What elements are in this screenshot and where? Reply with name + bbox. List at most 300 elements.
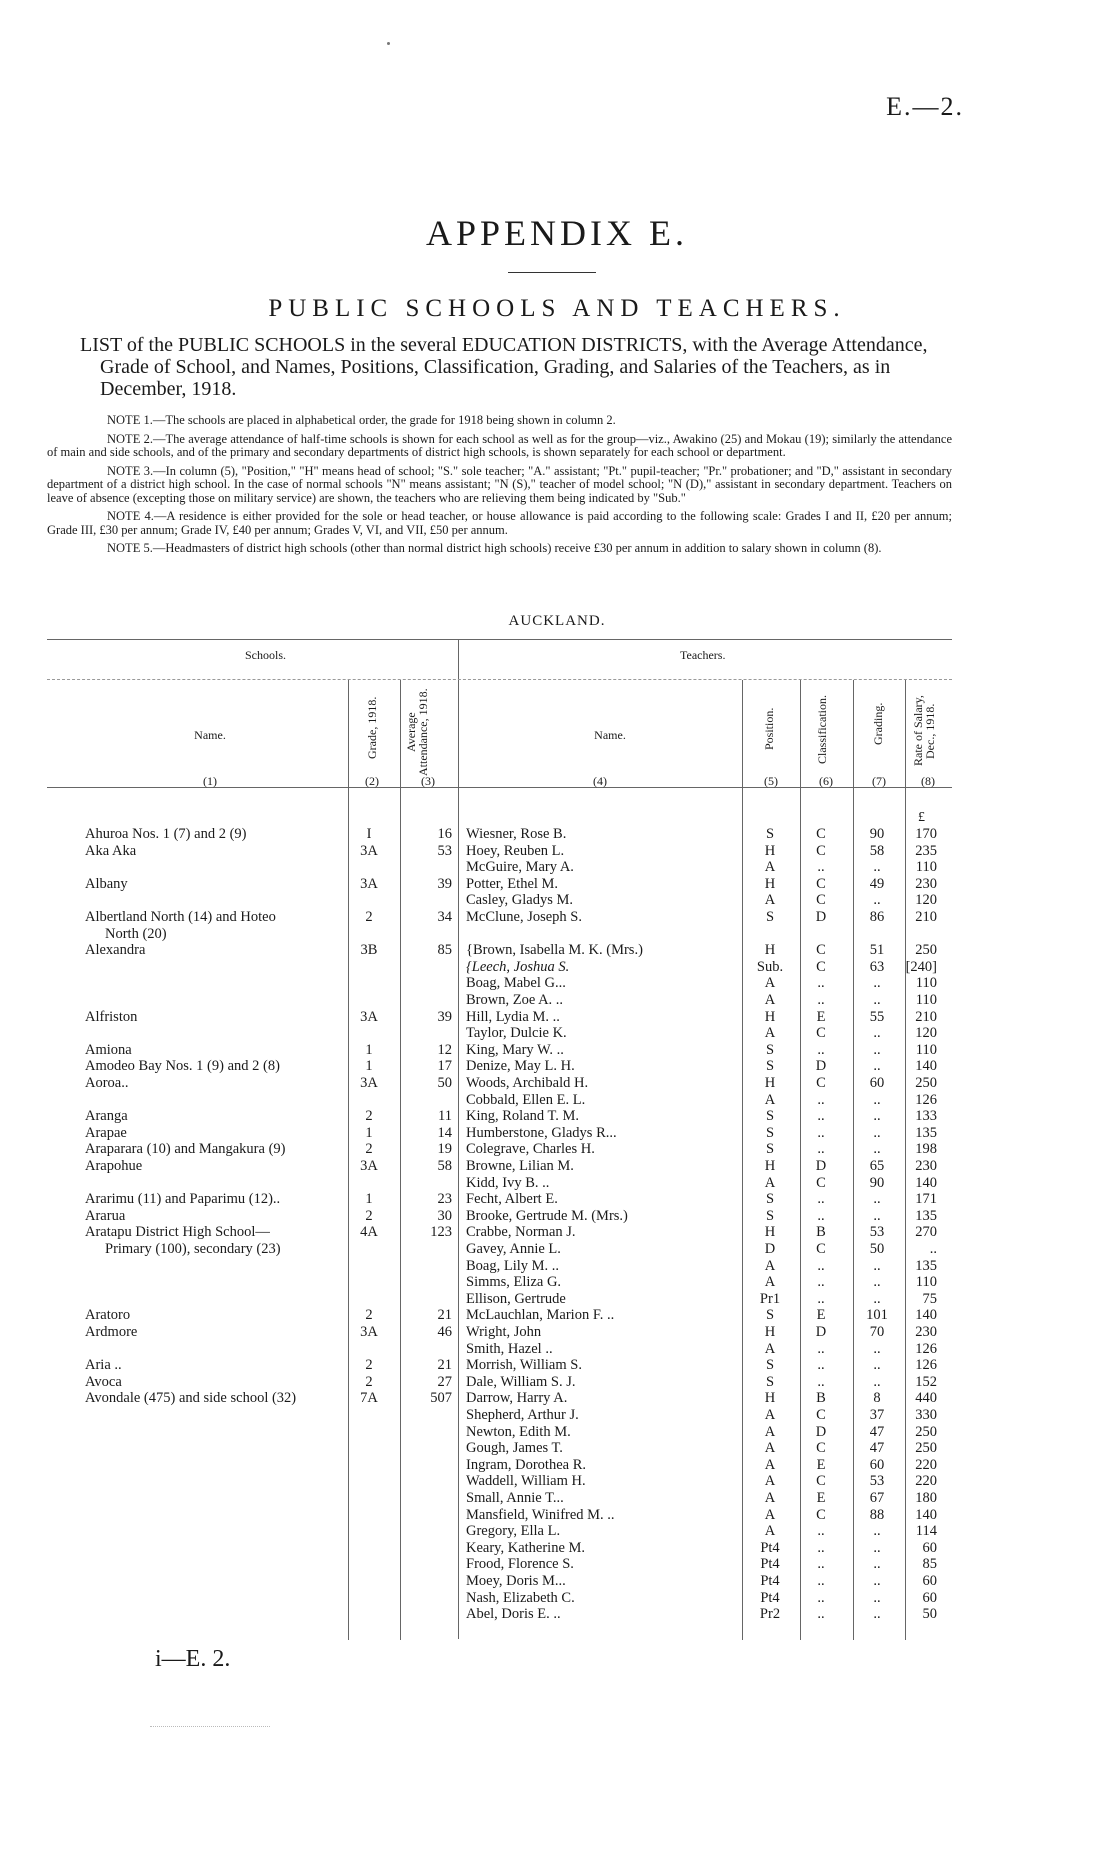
position-cell: H xyxy=(764,1224,776,1241)
attendance-cell: 34 xyxy=(437,909,452,925)
grade-cell: 1 xyxy=(365,1041,373,1058)
school-name: Aria .. xyxy=(85,1357,122,1374)
salary-cell: 140 xyxy=(915,1506,937,1523)
classification-cell: C xyxy=(816,1473,826,1490)
position-cell: A xyxy=(764,859,776,876)
classification-cell: C xyxy=(816,1407,826,1423)
attendance-cell: 21 xyxy=(437,1357,452,1374)
grade-cell: 2 xyxy=(365,1141,373,1158)
classification-cell: C xyxy=(816,1075,826,1091)
header-classification: Classification. xyxy=(815,695,829,765)
position-cell: A xyxy=(764,1523,776,1540)
grading-cell: .. xyxy=(873,1556,881,1573)
salary-cell: 210 xyxy=(915,909,937,925)
header-attendance: Average Attendance, 1918. xyxy=(404,688,430,776)
grade-cell: 7A xyxy=(360,1390,378,1407)
grading-cell: .. xyxy=(873,992,881,1008)
colnum-7: (7) xyxy=(872,774,886,788)
salary-cell: 50 xyxy=(922,1606,937,1623)
grading-cell: 49 xyxy=(869,875,885,892)
classification-cell: .. xyxy=(817,1091,825,1108)
position-cell: H xyxy=(764,1008,776,1025)
school-name: Ararimu (11) and Paparimu (12).. xyxy=(85,1191,281,1208)
salary-cell: 60 xyxy=(922,1589,937,1606)
schools-teachers-divider xyxy=(458,639,459,1639)
scan-speck xyxy=(387,42,390,45)
teacher-name: Wright, John xyxy=(466,1324,542,1340)
position-cell: S xyxy=(765,1307,775,1324)
position-cell: H xyxy=(764,1075,776,1091)
grading-cell: 86 xyxy=(869,909,885,925)
position-cell: A xyxy=(764,1490,776,1506)
grading-cell: .. xyxy=(873,975,881,992)
teacher-name: Fecht, Albert E. xyxy=(466,1191,558,1208)
grading-cell: 47 xyxy=(869,1440,885,1457)
grade-cell: 2 xyxy=(365,909,373,925)
salary-cell: 110 xyxy=(915,975,937,992)
grading-cell: .. xyxy=(873,1340,881,1357)
note-2: NOTE 2.—The average attendance of half-time schools is shown for each school as well as for the group—viz., Awakino (25) and Mokau (19); similarly the attendance of main and side schools, and of the primary and secondary departments of district high schools, is shown separately for each school or department. xyxy=(47,431,952,459)
attendance-cell: 14 xyxy=(437,1124,452,1141)
grading-cell: 90 xyxy=(869,826,885,842)
grade-cell: 3B xyxy=(360,942,378,959)
salary-cell: 110 xyxy=(915,859,937,876)
salary-cell: 135 xyxy=(915,1257,937,1274)
classification-cell: E xyxy=(816,1008,826,1025)
salary-cell: 120 xyxy=(915,1025,937,1042)
teacher-name: Shepherd, Arthur J. xyxy=(466,1407,579,1423)
teacher-name: Crabbe, Norman J. xyxy=(466,1224,576,1241)
teacher-name: Small, Annie T... xyxy=(466,1490,564,1506)
position-cell: S xyxy=(765,1108,775,1125)
school-name: Aratapu District High School— xyxy=(85,1224,270,1241)
grade-cell: 1 xyxy=(365,1191,373,1208)
salary-cell: 180 xyxy=(915,1490,937,1506)
teacher-name: Potter, Ethel M. xyxy=(466,875,559,892)
grade-cell: 3A xyxy=(360,842,378,859)
intro-paragraph: LIST of the PUBLIC SCHOOLS in the several EDUCATION DISTRICTS, with the Average Attendance, Grade of School, and Names, Positions, Classification, Grading, and Salaries of the Teachers, as in December, 1918. xyxy=(80,334,928,400)
school-name: Albertland North (14) and Hoteo xyxy=(85,909,276,925)
classification-cell: .. xyxy=(817,1191,825,1208)
grading-cell: .. xyxy=(873,1257,881,1274)
position-cell: S xyxy=(765,1058,775,1075)
position-cell: Sub. xyxy=(756,958,784,975)
grading-cell: 101 xyxy=(866,1307,888,1324)
position-cell: H xyxy=(764,1390,776,1407)
position-cell: Pr2 xyxy=(759,1606,781,1623)
grading-cell: .. xyxy=(873,1025,881,1042)
grade-cell: I xyxy=(366,826,372,842)
salary-cell: 170 xyxy=(915,826,937,842)
teacher-name: Woods, Archibald H. xyxy=(466,1075,589,1091)
classification-cell: C xyxy=(816,1506,826,1523)
salary-cell: 171 xyxy=(915,1191,937,1208)
school-name: Arapae xyxy=(85,1124,127,1141)
grading-cell: 37 xyxy=(869,1407,885,1423)
salary-cell: 126 xyxy=(915,1340,937,1357)
grading-cell: .. xyxy=(873,1108,881,1125)
classification-cell: .. xyxy=(817,975,825,992)
salary-cell: 250 xyxy=(915,1423,937,1440)
header-school-name: Name. xyxy=(194,728,226,742)
salary-cell: 440 xyxy=(915,1390,937,1407)
position-cell: A xyxy=(764,1407,776,1423)
position-cell: H xyxy=(764,1158,776,1174)
classification-cell: .. xyxy=(817,1539,825,1556)
teacher-name: Wiesner, Rose B. xyxy=(466,826,567,842)
salary-cell: 270 xyxy=(915,1224,937,1241)
school-name: Ahuroa Nos. 1 (7) and 2 (9) xyxy=(85,826,247,842)
school-name: Ararua xyxy=(85,1207,126,1224)
school-name: Amiona xyxy=(85,1041,132,1058)
colnum-4: (4) xyxy=(593,774,607,788)
school-name: Alfriston xyxy=(85,1008,138,1025)
classification-cell: C xyxy=(816,1174,826,1191)
group-rule xyxy=(47,679,952,680)
position-cell: A xyxy=(764,1473,776,1490)
teacher-name: {Brown, Isabella M. K. (Mrs.) xyxy=(466,942,643,959)
position-cell: Pt4 xyxy=(760,1573,780,1589)
teacher-name: Morrish, William S. xyxy=(466,1357,582,1374)
teacher-name: Darrow, Harry A. xyxy=(466,1390,568,1407)
grade-cell: 2 xyxy=(365,1108,373,1125)
teacher-name: Simms, Eliza G. xyxy=(466,1274,562,1291)
grading-cell: 55 xyxy=(869,1008,885,1025)
note-3: NOTE 3.—In column (5), "Position," "H" means head of school; "S." sole teacher; "A." assistant; "Pt." pupil-teacher; "Pr." probationer; and "D," assistant in secondary department of a district high school. In the case of normal schools "N" means assistant; "N (S)," teacher of model school; "N (D)," assistant in secondary department. Teachers on leave of absence (excepting those on military service) are shown, the teachers who are relieving them being indicated by "Sub." xyxy=(47,463,952,505)
grading-cell: 60 xyxy=(869,1075,885,1091)
attendance-cell: 53 xyxy=(437,842,452,859)
school-name: Avondale (475) and side school (32) xyxy=(85,1390,297,1407)
grading-cell: 51 xyxy=(869,942,885,959)
classification-cell: .. xyxy=(817,1373,825,1390)
header-grade: Grade, 1918. xyxy=(365,696,379,760)
classification-cell: D xyxy=(815,1324,827,1340)
classification-cell: D xyxy=(815,1058,827,1075)
grading-cell: .. xyxy=(873,1124,881,1141)
grading-cell: .. xyxy=(873,859,881,876)
salary-cell: 114 xyxy=(915,1523,937,1540)
position-cell: S xyxy=(765,1357,775,1374)
teacher-name: Gough, James T. xyxy=(466,1440,563,1457)
currency-symbol: £ xyxy=(918,810,925,825)
grade-cell: 1 xyxy=(365,1124,373,1141)
classification-cell: .. xyxy=(817,1141,825,1158)
grading-cell: 63 xyxy=(869,958,885,975)
teacher-name: Humberstone, Gladys R... xyxy=(466,1124,617,1141)
page-reference: E.—2. xyxy=(886,92,964,121)
school-name: Aratoro xyxy=(85,1307,131,1324)
teacher-name: Casley, Gladys M. xyxy=(466,892,573,909)
attendance-cell: 23 xyxy=(437,1191,452,1208)
position-cell: Pt4 xyxy=(760,1556,780,1573)
salary-cell: 140 xyxy=(915,1058,937,1075)
teacher-name: Newton, Edith M. xyxy=(466,1423,571,1440)
teacher-name: Dale, William S. J. xyxy=(466,1373,576,1390)
note-1: NOTE 1.—The schools are placed in alphabetical order, the grade for 1918 being shown in column 2. xyxy=(107,413,616,427)
attendance-cell: 12 xyxy=(437,1041,452,1058)
classification-cell: C xyxy=(816,958,826,975)
position-cell: A xyxy=(764,1506,776,1523)
note-4: NOTE 4.—A residence is either provided for the sole or head teacher, or house allowance is paid according to the following scale: Grades I and II, £20 per annum; Grade III, £30 per annum; Grade IV, £40 per annum; Grades V, VI, and VII, £50 per annum. xyxy=(47,509,952,537)
teacher-name: Gavey, Annie L. xyxy=(466,1241,561,1257)
grading-cell: .. xyxy=(873,1573,881,1589)
classification-cell: C xyxy=(816,1241,826,1257)
grading-cell: 67 xyxy=(869,1490,885,1506)
position-cell: A xyxy=(764,1174,776,1191)
grading-cell: 65 xyxy=(869,1158,885,1174)
grade-cell: 3A xyxy=(360,1158,378,1174)
salary-cell: 220 xyxy=(915,1473,937,1490)
position-cell: S xyxy=(765,1191,775,1208)
teacher-name: Cobbald, Ellen E. L. xyxy=(466,1091,586,1108)
group-header-teachers: Teachers. xyxy=(680,648,726,662)
grade-cell: 3A xyxy=(360,1075,378,1091)
page-subtitle: PUBLIC SCHOOLS AND TEACHERS. xyxy=(268,295,846,322)
classification-cell: .. xyxy=(817,1041,825,1058)
salary-cell: 210 xyxy=(915,1008,937,1025)
grade-cell: 2 xyxy=(365,1373,373,1390)
salary-cell: 230 xyxy=(915,1324,937,1340)
classification-cell: B xyxy=(816,1224,826,1241)
position-cell: H xyxy=(764,942,776,959)
grading-cell: .. xyxy=(873,1207,881,1224)
teacher-name: Frood, Florence S. xyxy=(466,1556,574,1573)
teacher-name: Ellison, Gertrude xyxy=(466,1290,566,1307)
grading-cell: .. xyxy=(873,1191,881,1208)
teacher-name: McClune, Joseph S. xyxy=(466,909,582,925)
position-cell: Pt4 xyxy=(760,1589,780,1606)
salary-cell: 126 xyxy=(915,1091,937,1108)
teacher-name: {Leech, Joshua S. xyxy=(466,958,570,975)
teacher-name: King, Roland T. M. xyxy=(466,1108,580,1125)
grading-cell: 53 xyxy=(869,1473,885,1490)
classification-cell: C xyxy=(816,942,826,959)
salary-cell: 120 xyxy=(915,892,937,909)
table-top-rule xyxy=(47,639,952,640)
salary-cell: 60 xyxy=(922,1573,937,1589)
classification-cell: .. xyxy=(817,1207,825,1224)
classification-cell: .. xyxy=(817,1274,825,1291)
school-name: Primary (100), secondary (23) xyxy=(105,1241,281,1257)
teacher-name: Hill, Lydia M. .. xyxy=(466,1008,560,1025)
teacher-name: Abel, Doris E. .. xyxy=(466,1606,561,1623)
classification-cell: .. xyxy=(817,1556,825,1573)
position-cell: S xyxy=(765,1207,775,1224)
scan-smudge xyxy=(150,1726,270,1727)
classification-cell: .. xyxy=(817,1589,825,1606)
header-teacher-name: Name. xyxy=(594,728,626,742)
grading-cell: .. xyxy=(873,1373,881,1390)
grading-cell: .. xyxy=(873,1058,881,1075)
school-name: Ardmore xyxy=(85,1324,138,1340)
school-name: North (20) xyxy=(105,925,167,942)
attendance-cell: 85 xyxy=(437,942,452,959)
attendance-cell: 39 xyxy=(437,875,452,892)
salary-cell: 75 xyxy=(922,1290,937,1307)
salary-cell: 110 xyxy=(915,992,937,1008)
position-cell: A xyxy=(764,1423,776,1440)
salary-cell: 126 xyxy=(915,1357,937,1374)
salary-cell: 230 xyxy=(915,875,937,892)
teacher-name: Hoey, Reuben L. xyxy=(466,842,565,859)
grading-cell: .. xyxy=(873,1606,881,1623)
grading-cell: .. xyxy=(873,1357,881,1374)
attendance-cell: 39 xyxy=(437,1008,452,1025)
classification-cell: C xyxy=(816,875,826,892)
grading-cell: 70 xyxy=(869,1324,885,1340)
grading-cell: .. xyxy=(873,1041,881,1058)
teacher-name: Browne, Lilian M. xyxy=(466,1158,574,1174)
grade-cell: 1 xyxy=(365,1058,373,1075)
teacher-name: Ingram, Dorothea R. xyxy=(466,1456,586,1473)
grading-cell: 60 xyxy=(869,1456,885,1473)
grading-cell: 8 xyxy=(873,1390,881,1407)
school-name: Alexandra xyxy=(85,942,146,959)
teacher-name: Smith, Hazel .. xyxy=(466,1340,553,1357)
position-cell: A xyxy=(764,992,776,1008)
grading-cell: .. xyxy=(873,1539,881,1556)
classification-cell: .. xyxy=(817,859,825,876)
position-cell: H xyxy=(764,842,776,859)
position-cell: A xyxy=(764,975,776,992)
grade-cell: 3A xyxy=(360,875,378,892)
colnum-2: (2) xyxy=(365,774,379,788)
attendance-cell: 46 xyxy=(437,1324,452,1340)
teacher-name: McGuire, Mary A. xyxy=(466,859,574,876)
colnum-8: (8) xyxy=(921,774,935,788)
classification-cell: .. xyxy=(817,1290,825,1307)
position-cell: S xyxy=(765,1041,775,1058)
classification-cell: C xyxy=(816,1025,826,1042)
colnum-5: (5) xyxy=(764,774,778,788)
position-cell: S xyxy=(765,1124,775,1141)
grade-cell: 2 xyxy=(365,1357,373,1374)
salary-cell: 220 xyxy=(915,1456,937,1473)
group-header-schools: Schools. xyxy=(245,648,287,662)
attendance-cell: 30 xyxy=(437,1207,452,1224)
grading-cell: .. xyxy=(873,1091,881,1108)
teacher-name: Moey, Doris M... xyxy=(466,1573,566,1589)
classification-cell: B xyxy=(816,1390,826,1407)
position-cell: A xyxy=(764,1440,776,1457)
classification-cell: D xyxy=(815,1423,827,1440)
school-name: Araparara (10) and Mangakura (9) xyxy=(85,1141,286,1158)
teacher-name: Brown, Zoe A. .. xyxy=(466,992,564,1008)
classification-cell: C xyxy=(816,1440,826,1457)
classification-cell: .. xyxy=(817,1606,825,1623)
salary-cell: 110 xyxy=(915,1274,937,1291)
salary-cell: 250 xyxy=(915,1075,937,1091)
teacher-name: McLauchlan, Marion F. .. xyxy=(466,1307,615,1324)
teacher-name: Nash, Elizabeth C. xyxy=(466,1589,575,1606)
salary-cell: [240] xyxy=(905,958,937,975)
salary-cell: 110 xyxy=(915,1041,937,1058)
colnum-1: (1) xyxy=(203,774,217,788)
attendance-cell: 21 xyxy=(437,1307,452,1324)
salary-cell: 135 xyxy=(915,1207,937,1224)
position-cell: A xyxy=(764,1340,776,1357)
school-name: Avoca xyxy=(85,1373,122,1390)
attendance-cell: 11 xyxy=(438,1108,452,1125)
position-cell: A xyxy=(764,1456,776,1473)
grading-cell: 47 xyxy=(869,1423,885,1440)
position-cell: A xyxy=(764,1257,776,1274)
colnum-6: (6) xyxy=(819,774,833,788)
header-salary: Rate of Salary, Dec., 1918. xyxy=(911,695,937,767)
grading-cell: 88 xyxy=(869,1506,885,1523)
school-name: Aoroa.. xyxy=(85,1075,129,1091)
classification-cell: E xyxy=(816,1456,826,1473)
salary-cell: 85 xyxy=(922,1556,937,1573)
school-name: Aka Aka xyxy=(85,842,137,859)
teacher-name: Mansfield, Winifred M. .. xyxy=(466,1506,615,1523)
salary-cell: 133 xyxy=(915,1108,937,1125)
school-name: Amodeo Bay Nos. 1 (9) and 2 (8) xyxy=(85,1058,280,1075)
classification-cell: E xyxy=(816,1307,826,1324)
position-cell: A xyxy=(764,1274,776,1291)
position-cell: Pt4 xyxy=(760,1539,780,1556)
position-cell: S xyxy=(765,826,775,842)
attendance-cell: 50 xyxy=(437,1075,452,1091)
salary-cell: 135 xyxy=(915,1124,937,1141)
position-cell: S xyxy=(765,1141,775,1158)
grading-cell: .. xyxy=(873,1141,881,1158)
classification-cell: D xyxy=(815,1158,827,1174)
classification-cell: C xyxy=(816,842,826,859)
position-cell: D xyxy=(764,1241,776,1257)
header-grading: Grading. xyxy=(871,702,885,746)
salary-cell: 60 xyxy=(922,1539,937,1556)
grading-cell: .. xyxy=(873,1290,881,1307)
classification-cell: .. xyxy=(817,1523,825,1540)
position-cell: S xyxy=(765,909,775,925)
teacher-name: Boag, Lily M. .. xyxy=(466,1257,560,1274)
grading-cell: .. xyxy=(873,1589,881,1606)
grading-cell: .. xyxy=(873,1274,881,1291)
classification-cell: C xyxy=(816,892,826,909)
position-cell: S xyxy=(765,1373,775,1390)
grading-cell: 58 xyxy=(869,842,885,859)
page-footer: i—E. 2. xyxy=(155,1646,231,1672)
salary-cell: 230 xyxy=(915,1158,937,1174)
note-5: NOTE 5.—Headmasters of district high schools (other than normal district high schools) receive £30 per annum in addition to salary shown in column (8). xyxy=(107,541,882,555)
position-cell: H xyxy=(764,1324,776,1340)
position-cell: A xyxy=(764,1025,776,1042)
classification-cell: .. xyxy=(817,1108,825,1125)
position-cell: A xyxy=(764,892,776,909)
classification-cell: .. xyxy=(817,1573,825,1589)
position-cell: H xyxy=(764,875,776,892)
teacher-name: Kidd, Ivy B. .. xyxy=(466,1174,550,1191)
attendance-cell: 17 xyxy=(437,1058,452,1075)
teacher-name: Waddell, William H. xyxy=(466,1473,586,1490)
school-name: Arapohue xyxy=(85,1158,143,1174)
grading-cell: 53 xyxy=(869,1224,885,1241)
attendance-cell: 58 xyxy=(437,1158,452,1174)
grading-cell: 90 xyxy=(869,1174,885,1191)
salary-cell: 250 xyxy=(915,942,937,959)
position-cell: A xyxy=(764,1091,776,1108)
classification-cell: .. xyxy=(817,1357,825,1374)
grade-cell: 3A xyxy=(360,1008,378,1025)
teacher-name: Keary, Katherine M. xyxy=(466,1539,586,1556)
teacher-name: Brooke, Gertrude M. (Mrs.) xyxy=(466,1207,628,1224)
grading-cell: .. xyxy=(873,1523,881,1540)
grade-cell: 3A xyxy=(360,1324,378,1340)
grade-cell: 2 xyxy=(365,1307,373,1324)
header-position: Position. xyxy=(762,707,776,751)
salary-cell: 140 xyxy=(915,1307,937,1324)
